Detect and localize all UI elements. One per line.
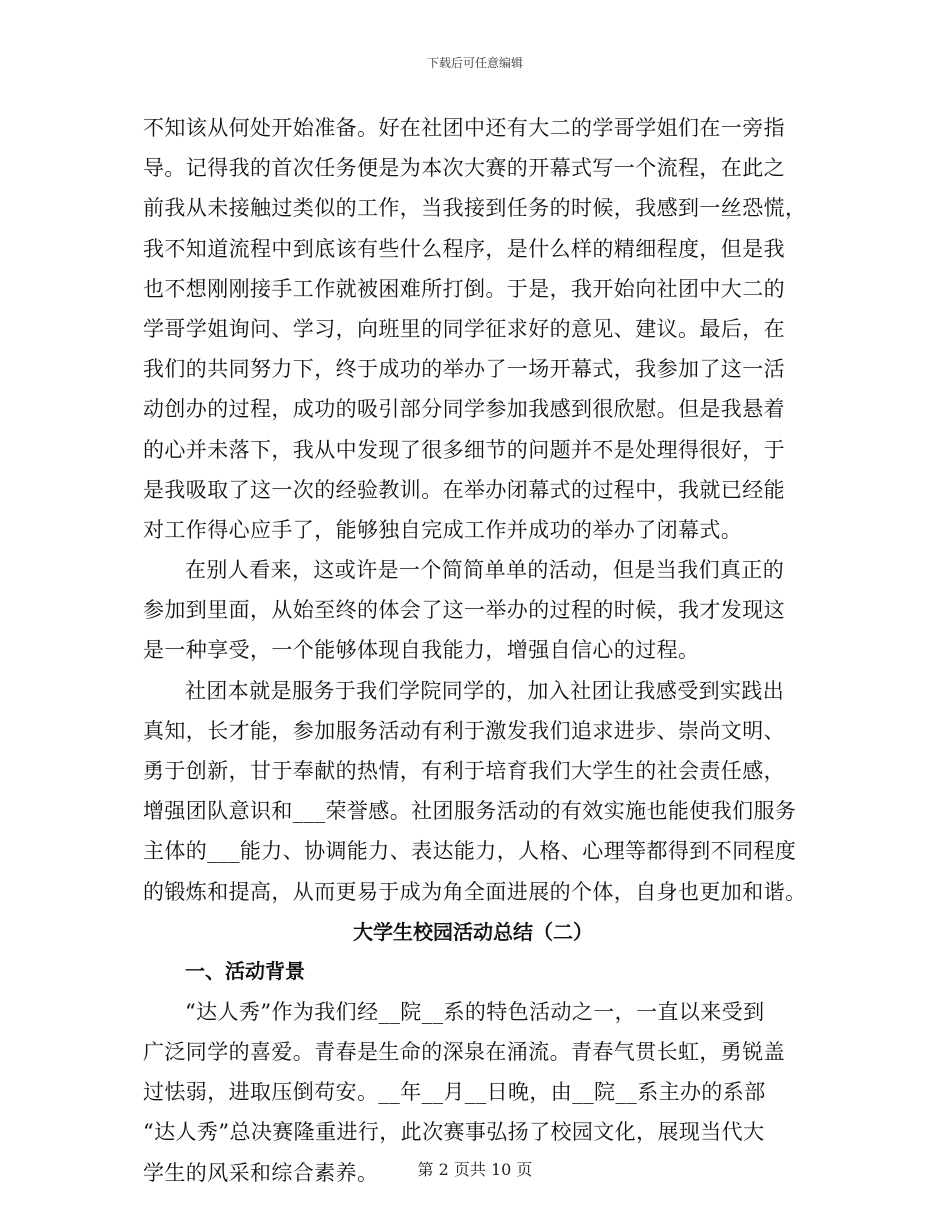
page-header: 下载后可任意编辑 <box>426 56 523 70</box>
section-title: 大学生校园活动总结（二） <box>353 919 593 944</box>
text-line: 是我吸取了这一次的经验教训。在举办闭幕式的过程中，我就已经能 <box>143 477 785 502</box>
text-line: 勇于创新，甘于奉献的热情，有利于培育我们大学生的社会责任感， <box>143 759 785 783</box>
heading-activity-background: 一、活动背景 <box>185 958 305 983</box>
paragraph-3 <box>143 671 807 912</box>
text-line: 动创办的过程，成功的吸引部分同学参加我感到很欣慰。但是我悬着 <box>143 397 785 422</box>
text-line: 前我从未接触过类似的工作，当我接到任务的时候，我感到一丝恐慌， <box>143 196 807 221</box>
text-line: 主体的___能力、协调能力、表达能力，人格、心理等都得到不同程度 <box>143 839 797 864</box>
text-line: 在别人看来，这或许是一个简简单单的活动，但是当我们真正的 <box>185 558 785 583</box>
text-line: 的心并未落下，我从中发现了很多细节的问题并不是处理得很好，于 <box>143 437 785 462</box>
text-line: 也不想刚刚接手工作就被困难所打倒。于是，我开始向社团中大二的 <box>143 276 785 301</box>
text-line: 对工作得心应手了，能够独自完成工作并成功的举办了闭幕式。 <box>143 517 743 542</box>
text-line: 的锻炼和提高，从而更易于成为角全面进展的个体，自身也更加和谐。 <box>143 879 807 904</box>
paragraph-2 <box>143 550 803 671</box>
text-line: 社团本就是服务于我们学院同学的，加入社团让我感受到实践出 <box>185 678 785 703</box>
text-line: 学哥学姐询问、学习，向班里的同学征求好的意见、建议。最后，在 <box>143 316 785 341</box>
text-line: 真知，长才能，参加服务活动有利于激发我们追求进步、崇尚文明、 <box>143 718 785 743</box>
text-line: 我们的共同努力下，终于成功的举办了一场开幕式，我参加了这一活 <box>143 357 785 382</box>
text-line: 增强团队意识和___荣誉感。社团服务活动的有效实施也能使我们服务 <box>143 799 797 824</box>
text-line: 是一种享受，一个能够体现自我能力，增强自信心的过程。 <box>143 638 700 663</box>
page-footer: 第 2 页共 10 页 <box>417 1160 533 1179</box>
text-line: 我不知道流程中到底该有些什么程序，是什么样的精细程度，但是我 <box>143 236 785 261</box>
text-line: “达人秀”作为我们经__院__系的特色活动之一，一直以来受到 <box>185 999 765 1024</box>
text-line: 学生的风采和综合素养。 <box>143 1160 379 1185</box>
text-line: 不知该从何处开始准备。好在社团中还有大二的学哥学姐们在一旁指 <box>143 116 785 140</box>
text-line: “达人秀”总决赛隆重进行，此次赛事弘扬了校园文化，展现当代大 <box>143 1120 765 1145</box>
text-line: 广泛同学的喜爱。青春是生命的深泉在涌流。青春气贯长虹，勇锐盖 <box>143 1039 785 1064</box>
text-line: 参加到里面，从始至终的体会了这一举办的过程的时候，我才发现这 <box>143 598 785 623</box>
paragraph-1 <box>143 108 807 550</box>
document-body <box>143 108 807 1193</box>
text-line: 导。记得我的首次任务便是为本次大赛的开幕式写一个流程，在此之 <box>143 156 785 181</box>
text-line: 过怯弱，进取压倒苟安。__年__月__日晚，由__院__系主办的系部 <box>143 1080 766 1105</box>
